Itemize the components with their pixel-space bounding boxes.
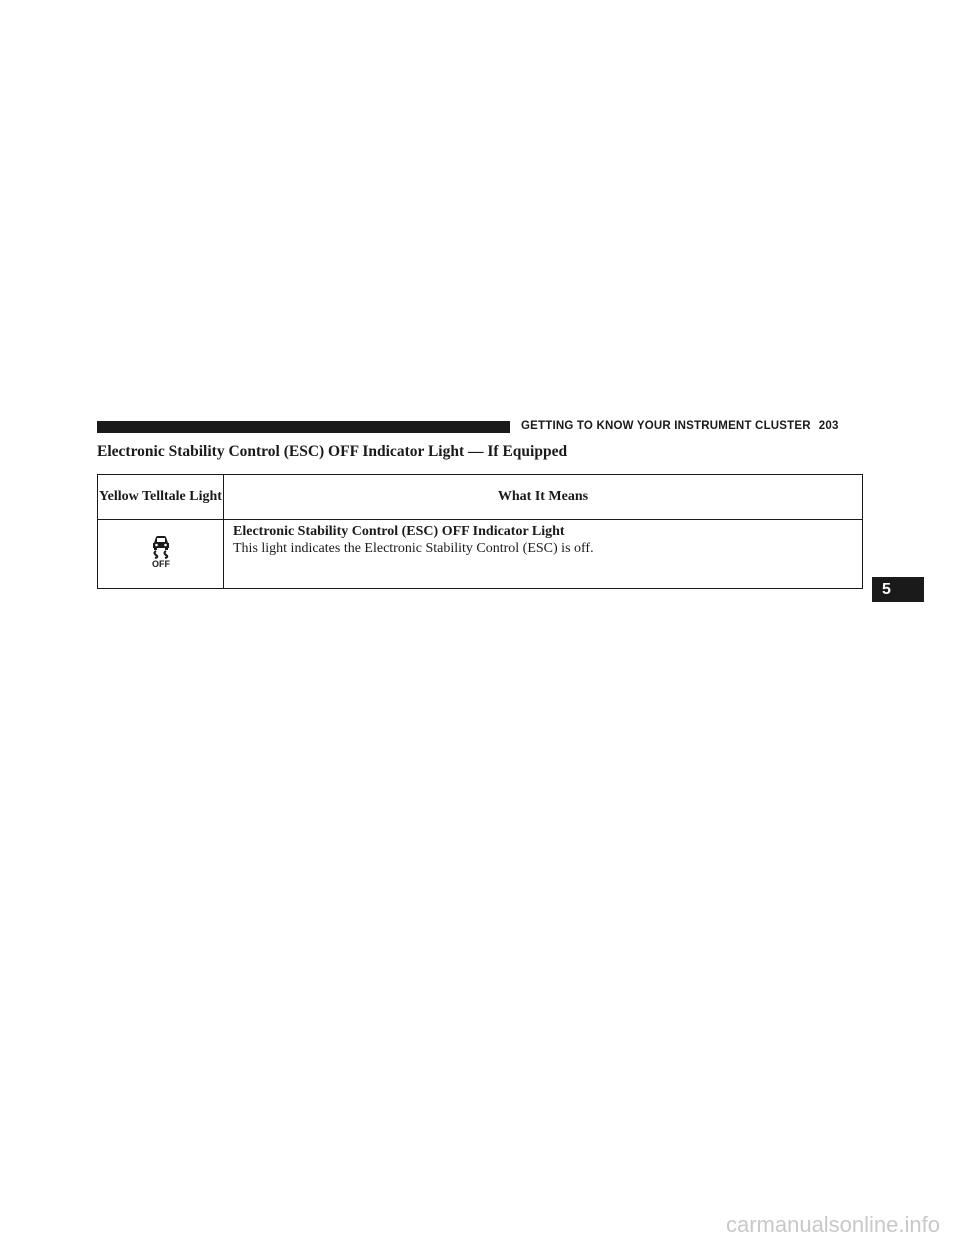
row-title: Electronic Stability Control (ESC) OFF Indicator Light bbox=[233, 524, 565, 539]
description-cell bbox=[224, 520, 863, 589]
column-header-light: Yellow Telltale Light bbox=[98, 475, 224, 520]
icon-cell bbox=[98, 520, 224, 589]
telltale-table bbox=[97, 474, 863, 589]
row-text: This light indicates the Electronic Stability Control (ESC) is off. bbox=[233, 541, 594, 556]
table-row bbox=[98, 520, 863, 589]
header-rule bbox=[97, 421, 510, 433]
page-number: 203 bbox=[818, 420, 839, 432]
esc-off-icon bbox=[148, 534, 174, 573]
table-header-row bbox=[98, 475, 863, 520]
watermark: carmanualsonline.info bbox=[725, 1212, 940, 1237]
section-title: Electronic Stability Control (ESC) OFF Indicator Light — If Equipped bbox=[97, 443, 568, 460]
column-header-meaning: What It Means bbox=[224, 475, 863, 520]
chapter-tab: 5 bbox=[872, 577, 924, 602]
esc-off-icon-label: OFF bbox=[151, 559, 170, 568]
running-header bbox=[521, 420, 839, 432]
chapter-title: GETTING TO KNOW YOUR INSTRUMENT CLUSTER bbox=[521, 420, 811, 432]
